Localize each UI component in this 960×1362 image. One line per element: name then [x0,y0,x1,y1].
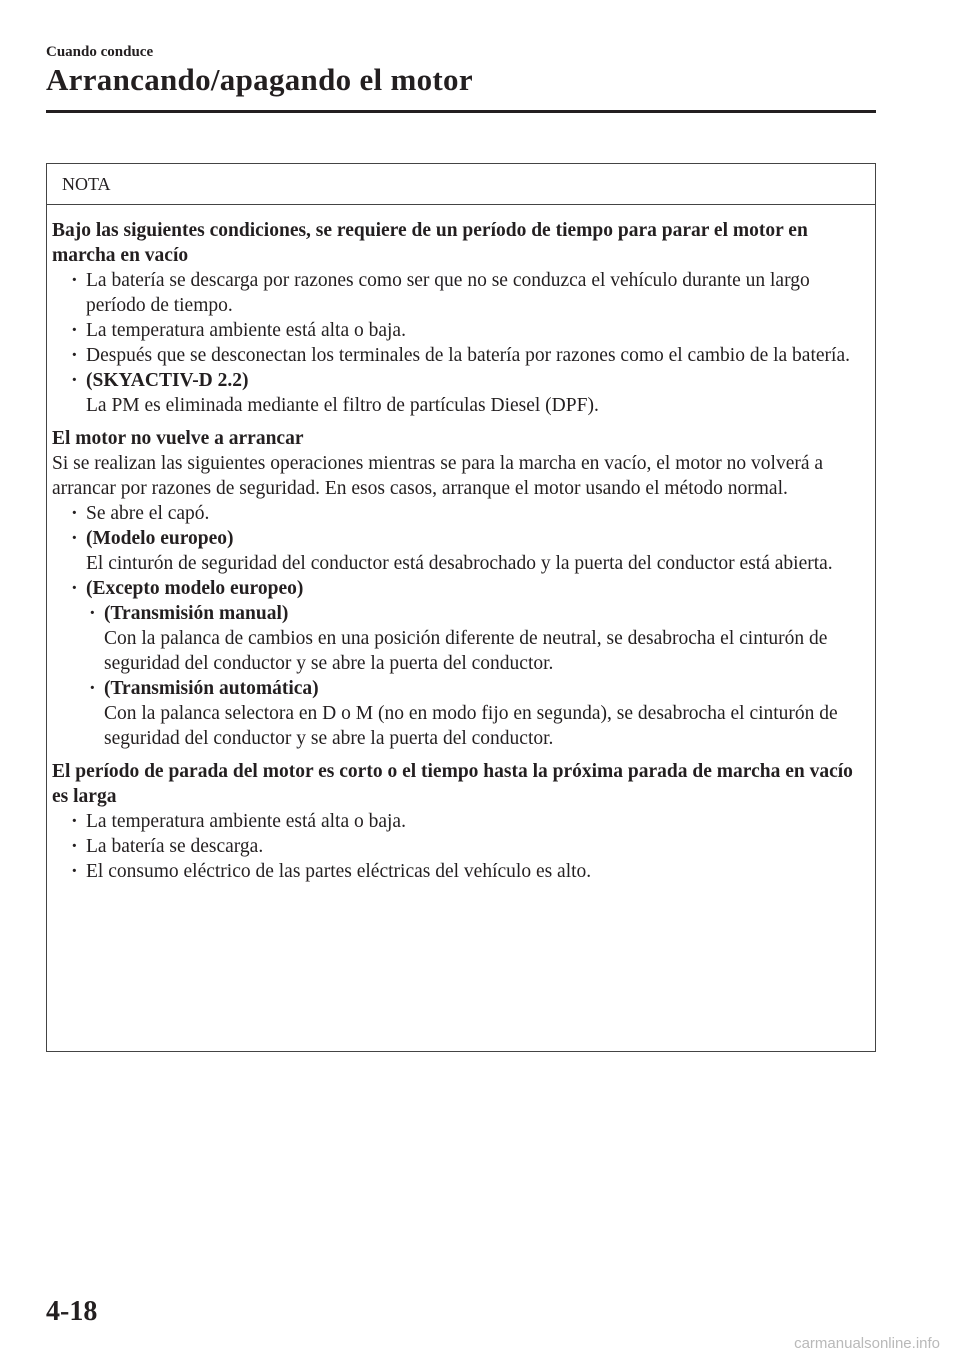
note-box [46,163,876,1052]
no-restart-heading: El motor no vuelve a arrancar [52,428,304,449]
list-item [52,526,867,576]
list-item-text: La PM es eliminada mediante el filtro de partículas Diesel (DPF). [86,395,599,416]
list-item-title: · (SKYACTIV-D 2.2) [86,370,249,391]
transmission-sublist [52,601,867,751]
list-item-title: · (Modelo europeo) [86,528,234,549]
watermark[interactable]: carmanualsonline.info [794,1335,940,1352]
idle-stop-conditions-list [52,268,867,418]
list-item-title: · (Transmisión manual) [104,603,289,624]
title-rule [46,110,876,113]
list-item-text: Con la palanca de cambios en una posición diferente de neutral, se desabrocha el cinturón de seguridad del conductor y se abre la puerta del conductor. [104,628,828,674]
list-item [52,676,867,751]
list-item [52,601,867,676]
list-item-title: · (Transmisión automática) [104,678,319,699]
list-item: · Después que se desconectan los terminales de la batería por razones como el cambio de la batería. [52,343,867,368]
short-stop-list [52,809,867,884]
list-item: · La temperatura ambiente está alta o baja. [52,318,867,343]
list-item: · Se abre el capó. [52,501,867,526]
section-label: Cuando conduce [46,44,154,60]
list-item: · La temperatura ambiente está alta o baja. [52,809,867,834]
list-item: · La batería se descarga por razones como ser que no se conduzca el vehículo durante un largo período de tiempo. [52,268,867,318]
idle-stop-time-heading: Bajo las siguientes condiciones, se requiere de un período de tiempo para parar el motor en marcha en vacío [52,220,808,266]
list-item-text: El cinturón de seguridad del conductor está desabrochado y la puerta del conductor está abierta. [86,553,833,574]
page-number: 4-18 [46,1296,98,1327]
no-restart-list [52,501,867,751]
list-item [52,368,867,418]
note-body [47,205,875,884]
short-stop-heading: El período de parada del motor es corto o el tiempo hasta la próxima parada de marcha en vacío es larga [52,761,853,807]
page-title: Arrancando/apagando el motor [46,62,473,97]
list-item-text: Con la palanca selectora en D o M (no en modo fijo en segunda), se desabrocha el cinturón de seguridad del conductor y se abre la puerta del conductor. [104,703,838,749]
list-item [52,576,867,751]
list-item: · El consumo eléctrico de las partes eléctricas del vehículo es alto. [52,859,867,884]
list-item-title: · (Excepto modelo europeo) [86,578,304,599]
list-item: · La batería se descarga. [52,834,867,859]
note-label: NOTA [47,164,875,205]
no-restart-paragraph: Si se realizan las siguientes operaciones mientras se para la marcha en vacío, el motor no volverá a arrancar por razones de seguridad. En esos casos, arranque el motor usando el método normal. [52,453,824,499]
